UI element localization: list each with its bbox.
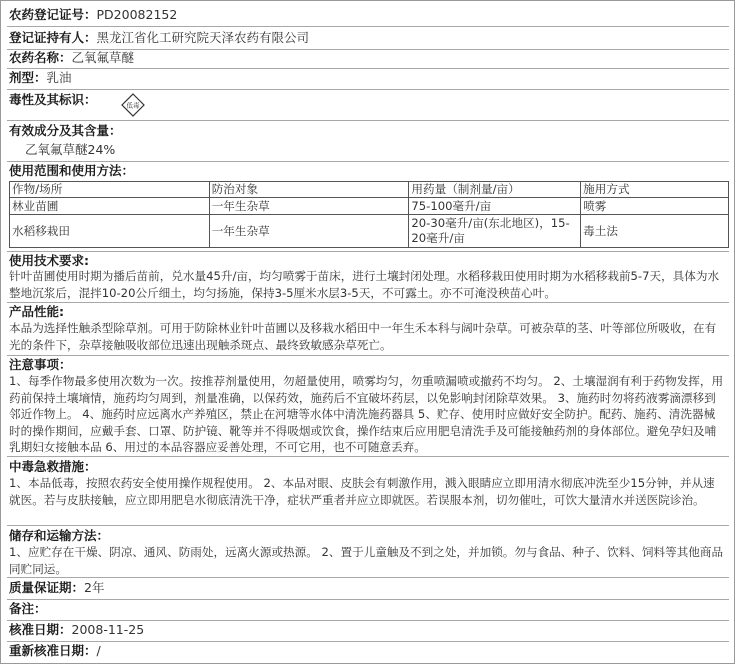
header-cell: 作物/场所 <box>10 182 210 198</box>
table-row <box>10 198 729 215</box>
remark-label: 备注： <box>9 601 47 616</box>
formulation-row <box>9 68 72 88</box>
registration-number-row <box>9 5 177 25</box>
tech-requirements-text: 针叶苗圃使用时期为播后苗前，兑水量45升/亩，均匀喷雾于苗床，进行土壤封闭处理。水稻移栽田使用时期为水稻移栽前5-7天，具体为水整地沉浆后，混拌10-20公斤细土，均匀扬施，保持3-5厘米水层3-5天，不可露土。亦不可淹没秧苗心叶。 <box>9 269 720 300</box>
registration-number-value: PD20082152 <box>96 7 178 22</box>
table-cell: 喷雾 <box>581 198 729 215</box>
divider <box>7 302 729 303</box>
divider <box>7 26 729 27</box>
holder-value: 黑龙江省化工研究院天泽农药有限公司 <box>96 30 310 45</box>
table-cell: 林业苗圃 <box>10 198 210 215</box>
reapproval-date-value: / <box>96 643 101 658</box>
approval-date-value: 2008-11-25 <box>71 622 145 637</box>
precautions-text: 1、每季作物最多使用次数为一次。按推荐剂量使用，勿超量使用，喷雾均匀，勿重喷漏喷或撤药不均匀。 2、土壤湿润有利于药物发挥，用药前保持土壤墒情，施药均匀周到，剂量准确，以保药效，施药后不宜破坏药层，以免影响封闭除草效果。 3、施药时勿将药液雾滴漂移到邻近作物上。 4、施药时应远离水产养殖区，禁止在河塘等水体中清洗施药器具 5、贮存、使用时应做好安全防护。配药、施药、清洗器械时的操作期间，应戴手套、口罩、防护镜、靴等并不得吸烟或饮食，操作结束后应用肥皂清洗手及可能接触药剂的身体部位。避免孕妇及哺乳期妇女接触本品 6、用过的本品容器应妥善处理，不可它用，也不可随意丢弃。 <box>9 374 724 454</box>
holder-row <box>9 28 309 48</box>
ingredient-value-row <box>25 140 115 160</box>
divider <box>7 577 729 578</box>
pesticide-name-row <box>9 48 134 68</box>
usage-table-header <box>10 182 729 198</box>
divider <box>7 89 729 90</box>
divider <box>7 599 729 600</box>
first-aid-title: 中毒急救措施： <box>9 459 97 474</box>
table-cell: 一年生杂草 <box>209 198 409 215</box>
holder-label: 登记证持有人： <box>9 30 97 45</box>
performance-text: 本品为选择性触杀型除草剂。可用于防除林业针叶苗圃以及移栽水稻田中一年生禾本科与阔叶杂草。可被杂草的茎、叶等部位所吸收，在有光的条件下，杂草接触吸收部位迅速出现触杀斑点、最终致敏感杂草死亡。 <box>9 321 717 352</box>
storage-title: 储存和运输方法： <box>9 528 110 543</box>
shelf-life-label: 质量保证期： <box>9 580 85 595</box>
reapproval-date-row <box>9 641 101 661</box>
tech-requirements-title: 使用技术要求: <box>9 253 89 268</box>
divider <box>7 641 729 642</box>
approval-date-label: 核准日期： <box>9 622 72 637</box>
divider <box>7 355 729 356</box>
table-cell: 水稻移栽田 <box>10 215 210 248</box>
pesticide-name-value: 乙氧氟草醚 <box>71 50 135 65</box>
divider <box>7 251 729 252</box>
table-cell: 20-30毫升/亩(东北地区)，15-20毫升/亩 <box>409 215 581 248</box>
usage-title: 使用范围和使用方法： <box>9 163 135 178</box>
reapproval-date-label: 重新核准日期： <box>9 643 97 658</box>
divider <box>7 525 729 526</box>
divider <box>7 68 729 69</box>
table-cell: 75-100毫升/亩 <box>409 198 581 215</box>
table-cell: 一年生杂草 <box>209 215 409 248</box>
toxicity-label: 毒性及其标识： <box>9 92 97 107</box>
ingredient-title-row <box>9 121 122 141</box>
formulation-value: 乳油 <box>46 70 72 85</box>
shelf-life-row <box>9 578 104 598</box>
low-toxicity-seal-icon <box>121 93 145 117</box>
remark-row <box>9 599 47 619</box>
first-aid-text: 1、本品低毒，按照农药安全使用操作规程使用。 2、本品对眼、皮肤会有刺激作用，溅入眼睛应立即用清水彻底冲洗至少15分钟，并从速就医。若与皮肤接触，应立即用肥皂水彻底清洗干净，症状严重者并应立即就医。若误服本剂，切勿催吐，可饮大量清水并送医院诊治。 <box>9 476 715 507</box>
table-row <box>10 215 729 248</box>
storage-text: 1、应贮存在干燥、阴凉、通风、防雨处，远离火源或热源。 2、置于儿童触及不到之处，并加锁。勿与食品、种子、饮料、饲料等其他商品同贮同运。 <box>9 545 724 576</box>
precautions-title: 注意事项： <box>9 357 72 372</box>
seal-text: 低毒 <box>126 101 140 110</box>
formulation-label: 剂型： <box>9 70 47 85</box>
ingredient-label: 有效成分及其含量： <box>9 123 122 138</box>
usage-table <box>9 181 729 248</box>
approval-date-row <box>9 620 144 640</box>
header-cell: 用药量（制剂量/亩） <box>409 182 581 198</box>
divider <box>7 456 729 457</box>
ingredient-value: 乙氧氟草醚24% <box>25 142 116 157</box>
header-cell: 防治对象 <box>209 182 409 198</box>
shelf-life-value: 2年 <box>84 580 105 595</box>
pesticide-name-label: 农药名称： <box>9 50 72 65</box>
header-cell: 施用方式 <box>581 182 729 198</box>
table-cell: 毒土法 <box>581 215 729 248</box>
registration-number-label: 农药登记证号： <box>9 7 97 22</box>
performance-title: 产品性能: <box>9 304 64 319</box>
toxicity-row <box>9 90 97 110</box>
